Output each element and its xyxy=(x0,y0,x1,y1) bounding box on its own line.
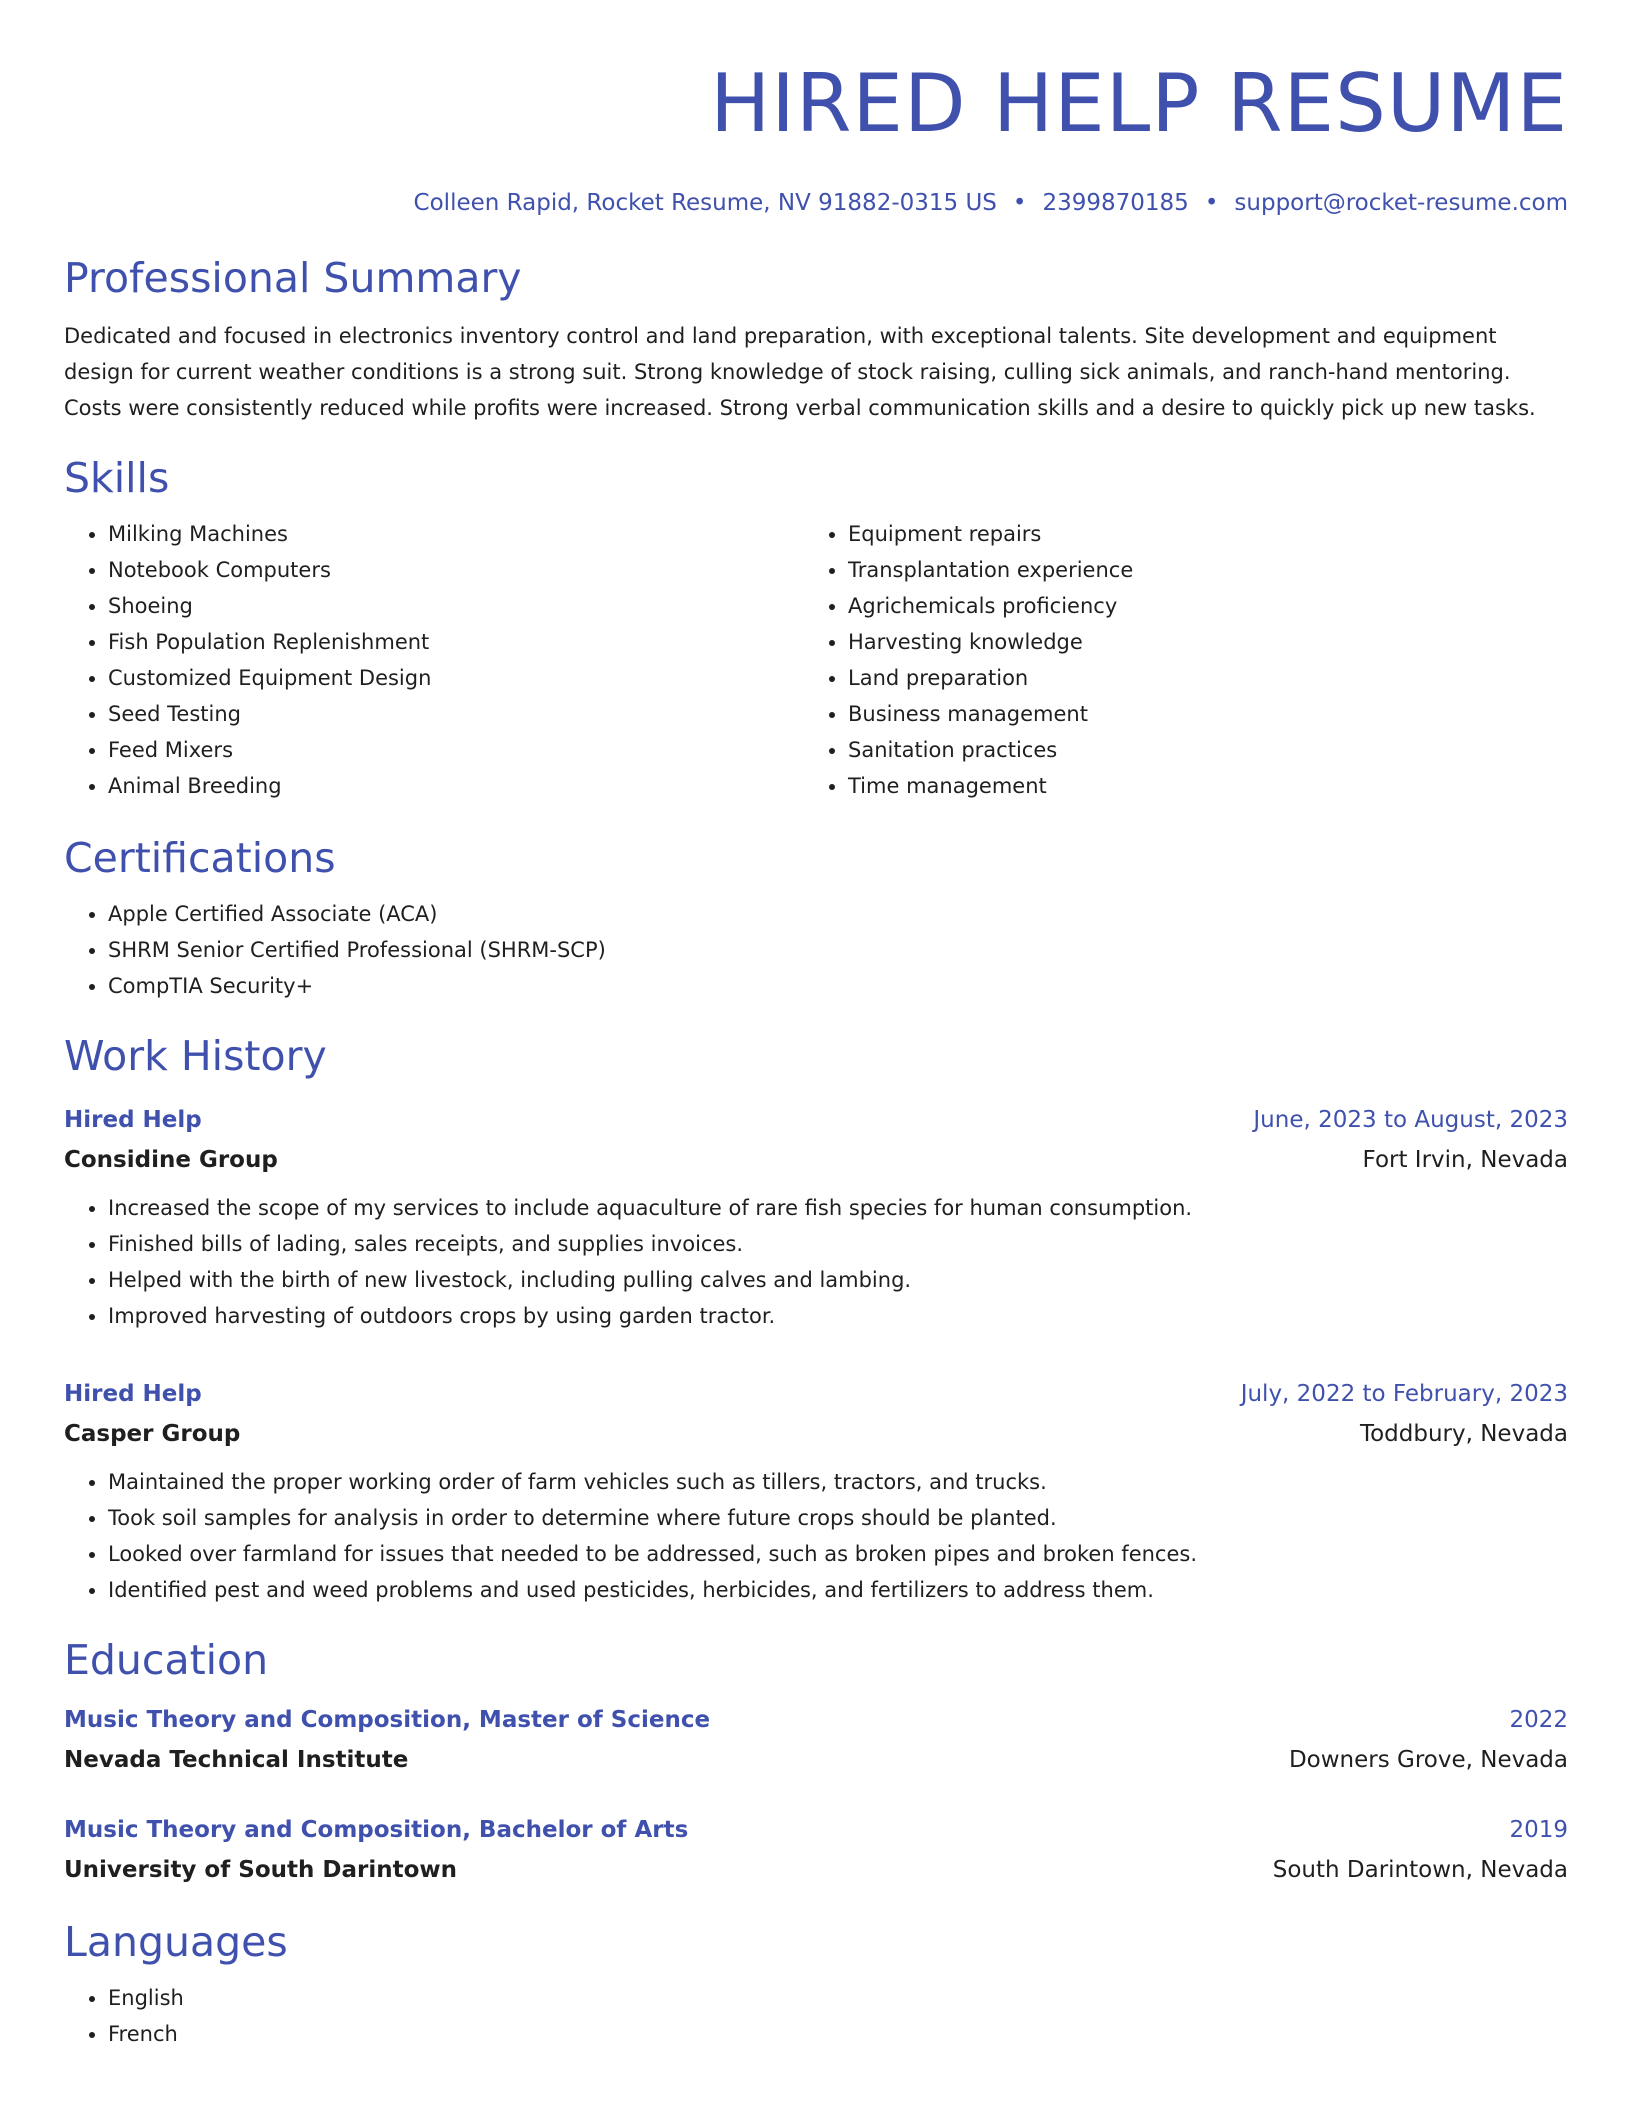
skills-grid xyxy=(64,516,1568,804)
job-header-row xyxy=(64,1374,1568,1414)
contact-separator: • xyxy=(1204,190,1219,216)
education-entry xyxy=(64,1810,1568,1890)
professional-summary-section xyxy=(64,252,1568,426)
skills-list-left xyxy=(64,516,804,804)
language-item: • French xyxy=(108,2016,1568,2052)
job-bullets xyxy=(64,1190,1568,1334)
skill-item: • Notebook Computers xyxy=(108,552,804,588)
degree-header-row xyxy=(64,1810,1568,1850)
language-item: • English xyxy=(108,1980,1568,2016)
degree-header-row xyxy=(64,1700,1568,1740)
skill-item: • Sanitation practices xyxy=(848,732,1544,768)
education-section xyxy=(64,1634,1568,1890)
section-title-certifications: Certifications xyxy=(64,834,336,882)
job-title: Hired Help xyxy=(64,1381,202,1407)
section-title-skills: Skills xyxy=(64,454,170,502)
skill-item: • Customized Equipment Design xyxy=(108,660,804,696)
job-bullet: • Took soil samples for analysis in order to determine where future crops should be planted. xyxy=(108,1500,1568,1536)
job-bullet: • Increased the scope of my services to include aquaculture of rare fish species for human consumption. xyxy=(108,1190,1568,1226)
job-company: Casper Group xyxy=(64,1421,241,1447)
skill-item: • Harvesting knowledge xyxy=(848,624,1544,660)
section-title-work-history: Work History xyxy=(64,1032,327,1080)
languages-section xyxy=(64,1916,1568,2052)
degree-school-row xyxy=(64,1850,1568,1890)
job-entry xyxy=(64,1374,1568,1608)
contact-address: Colleen Rapid, Rocket Resume, NV 91882-0315 US xyxy=(413,190,997,216)
degree-title: Music Theory and Composition, Bachelor of Arts xyxy=(64,1817,689,1843)
job-entry xyxy=(64,1100,1568,1334)
skills-column-left xyxy=(64,516,804,804)
certifications-section xyxy=(64,832,1568,1004)
summary-text: Dedicated and focused in electronics inventory control and land preparation, with exceptional talents. Site development and equipment design for current weather conditions is a strong suit. Strong knowledge of stock raising, culling sick animals, and ranch-hand mentoring. Costs were consistently reduced while profits were increased. Strong verbal communication skills and a desire to quickly pick up new tasks. xyxy=(64,324,1536,420)
skill-item: • Transplantation experience xyxy=(848,552,1544,588)
skills-list-right xyxy=(804,516,1544,804)
job-bullet: • Improved harvesting of outdoors crops by using garden tractor. xyxy=(108,1298,1568,1334)
skill-item: • Business management xyxy=(848,696,1544,732)
resume-header xyxy=(64,56,1568,218)
job-dates: June, 2023 to August, 2023 xyxy=(1253,1107,1568,1133)
school-location: South Darintown, Nevada xyxy=(1272,1857,1568,1883)
skill-item: • Animal Breeding xyxy=(108,768,804,804)
skill-item: • Equipment repairs xyxy=(848,516,1544,552)
job-bullet: • Helped with the birth of new livestock, including pulling calves and lambing. xyxy=(108,1262,1568,1298)
job-bullet: • Identified pest and weed problems and used pesticides, herbicides, and fertilizers to address them. xyxy=(108,1572,1568,1608)
job-company-row xyxy=(64,1414,1568,1454)
school-location: Downers Grove, Nevada xyxy=(1288,1747,1568,1773)
job-bullets xyxy=(64,1464,1568,1608)
skill-item: • Feed Mixers xyxy=(108,732,804,768)
certification-item: • SHRM Senior Certified Professional (SHRM-SCP) xyxy=(108,932,1568,968)
degree-year: 2019 xyxy=(1509,1817,1568,1843)
skills-section xyxy=(64,452,1568,804)
education-entry xyxy=(64,1700,1568,1780)
skill-item: • Shoeing xyxy=(108,588,804,624)
skill-item: • Time management xyxy=(848,768,1544,804)
languages-list xyxy=(64,1980,1568,2052)
contact-separator: • xyxy=(1012,190,1027,216)
contact-line xyxy=(64,188,1568,218)
job-company-row xyxy=(64,1140,1568,1180)
job-dates: July, 2022 to February, 2023 xyxy=(1240,1381,1568,1407)
job-bullet: • Maintained the proper working order of farm vehicles such as tillers, tractors, and trucks. xyxy=(108,1464,1568,1500)
degree-title: Music Theory and Composition, Master of Science xyxy=(64,1707,711,1733)
work-history-section xyxy=(64,1030,1568,1608)
section-title-languages: Languages xyxy=(64,1918,288,1966)
school-name: Nevada Technical Institute xyxy=(64,1747,409,1773)
certifications-list xyxy=(64,896,1568,1004)
skill-item: • Fish Population Replenishment xyxy=(108,624,804,660)
section-title-education: Education xyxy=(64,1636,269,1684)
job-location: Toddbury, Nevada xyxy=(1359,1421,1568,1447)
degree-year: 2022 xyxy=(1509,1707,1568,1733)
job-bullet: • Looked over farmland for issues that needed to be addressed, such as broken pipes and broken fences. xyxy=(108,1536,1568,1572)
section-title-summary: Professional Summary xyxy=(64,254,522,302)
certification-item: • Apple Certified Associate (ACA) xyxy=(108,896,1568,932)
school-name: University of South Darintown xyxy=(64,1857,457,1883)
job-header-row xyxy=(64,1100,1568,1140)
job-location: Fort Irvin, Nevada xyxy=(1362,1147,1568,1173)
skill-item: • Land preparation xyxy=(848,660,1544,696)
job-title: Hired Help xyxy=(64,1107,202,1133)
skill-item: • Milking Machines xyxy=(108,516,804,552)
job-company: Considine Group xyxy=(64,1147,278,1173)
degree-school-row xyxy=(64,1740,1568,1780)
candidate-name: HIRED HELP RESUME xyxy=(710,57,1568,150)
skills-column-right xyxy=(804,516,1544,804)
contact-email: support@rocket-resume.com xyxy=(1234,190,1568,216)
job-bullet: • Finished bills of lading, sales receipts, and supplies invoices. xyxy=(108,1226,1568,1262)
certification-item: • CompTIA Security+ xyxy=(108,968,1568,1004)
skill-item: • Seed Testing xyxy=(108,696,804,732)
skill-item: • Agrichemicals proficiency xyxy=(848,588,1544,624)
contact-phone: 2399870185 xyxy=(1042,190,1189,216)
